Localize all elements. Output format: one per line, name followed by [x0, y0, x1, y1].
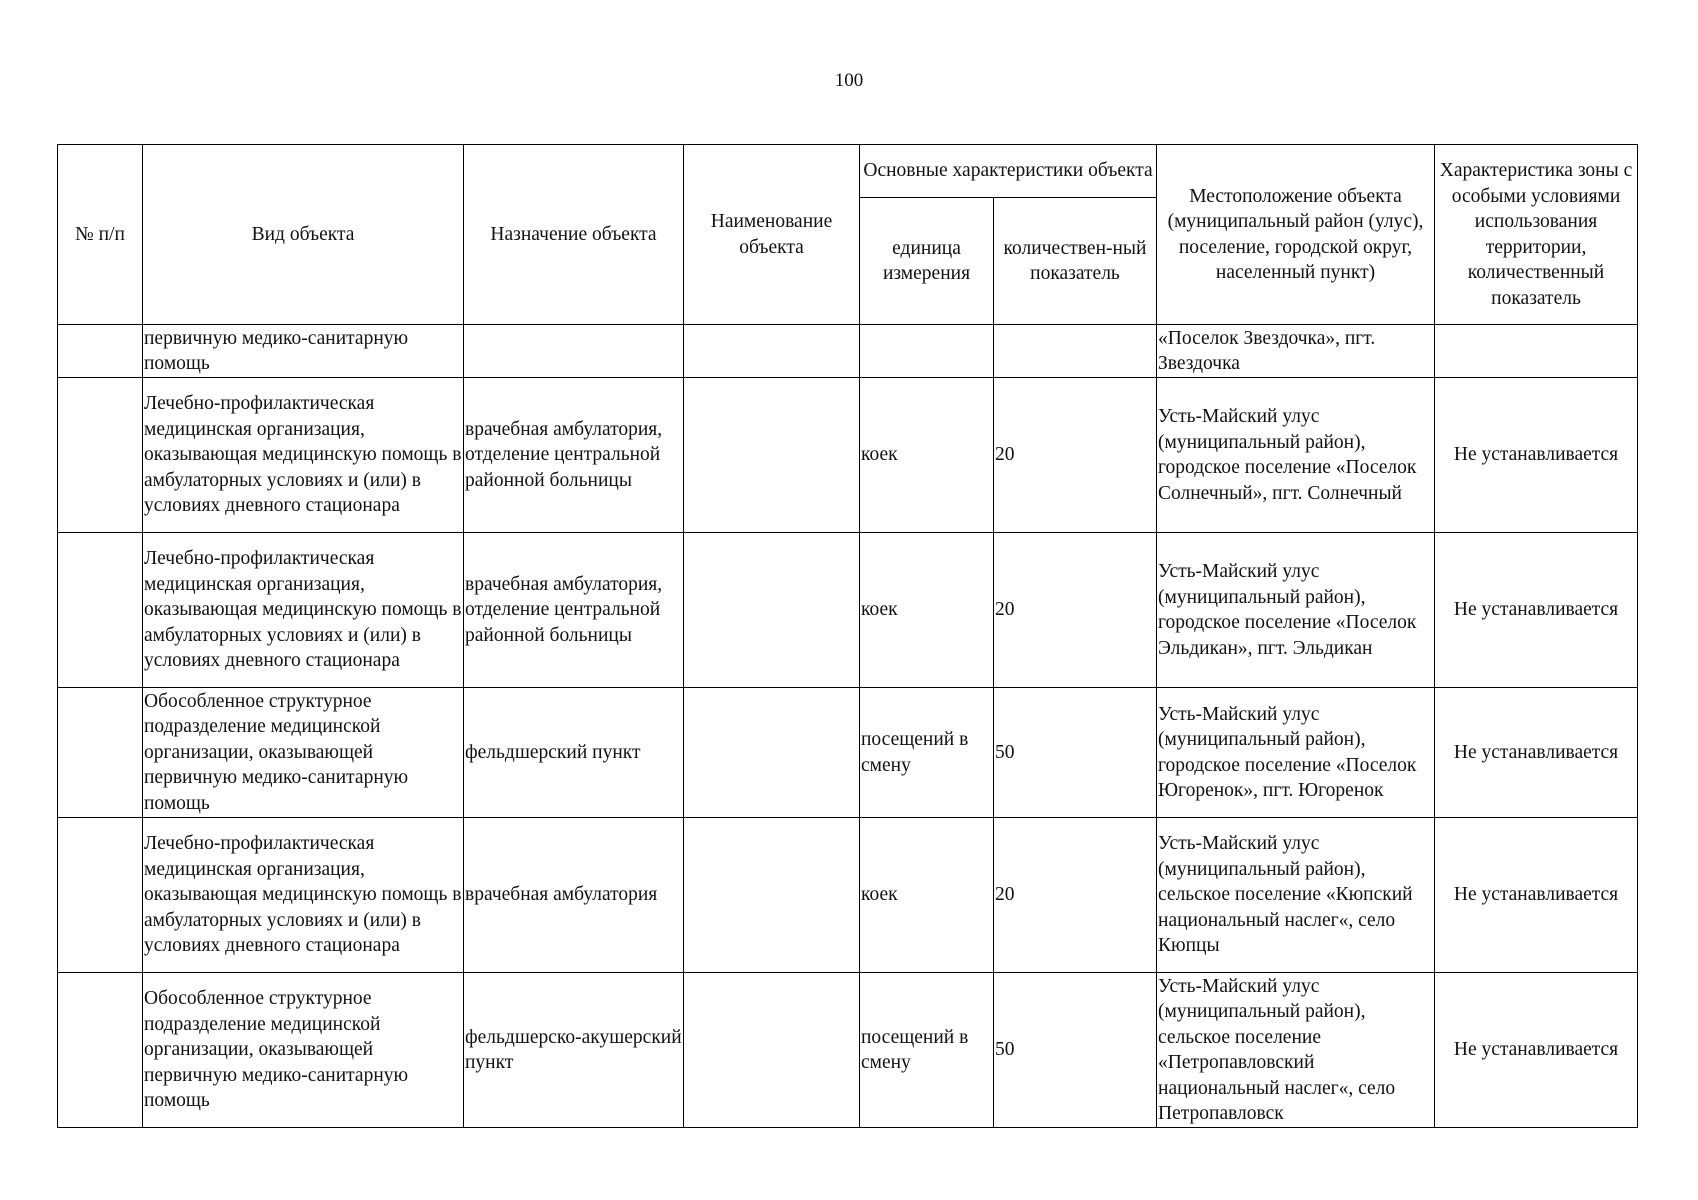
cell-object-type: Лечебно-профилактическая медицинская организация, оказывающая медицинскую помощь в амбулаторных условиях и (или) в условиях дневного стационара	[143, 378, 464, 533]
cell-zone	[1435, 325, 1638, 378]
cell-num	[58, 973, 143, 1128]
cell-quantity: 20	[994, 533, 1157, 688]
cell-location: Усть-Майский улус (муниципальный район), сельское поселение «Петропавловский национальный наслег«, село Петропавловск	[1157, 973, 1435, 1128]
cell-object-purpose: фельдшерский пункт	[464, 688, 684, 818]
cell-object-name	[684, 688, 860, 818]
cell-object-purpose	[464, 325, 684, 378]
cell-object-type: первичную медико-санитарную помощь	[143, 325, 464, 378]
cell-num	[58, 533, 143, 688]
cell-object-name	[684, 818, 860, 973]
cell-object-purpose: врачебная амбулатория	[464, 818, 684, 973]
header-zone: Характеристика зоны с особыми условиями использования территории, количественный показатель	[1435, 145, 1638, 325]
cell-zone: Не устанавливается	[1435, 533, 1638, 688]
cell-num	[58, 818, 143, 973]
header-object-type: Вид объекта	[143, 145, 464, 325]
cell-quantity: 50	[994, 973, 1157, 1128]
cell-unit: коек	[860, 533, 994, 688]
cell-location: Усть-Майский улус (муниципальный район), городское поселение «Поселок Югоренок», пгт. Югоренок	[1157, 688, 1435, 818]
cell-unit: посещений в смену	[860, 973, 994, 1128]
cell-location: Усть-Майский улус (муниципальный район), сельское поселение «Кюпский национальный наслег«, село Кюпцы	[1157, 818, 1435, 973]
cell-zone: Не устанавливается	[1435, 973, 1638, 1128]
cell-quantity: 50	[994, 688, 1157, 818]
table-row	[58, 378, 1638, 533]
cell-object-type: Лечебно-профилактическая медицинская организация, оказывающая медицинскую помощь в амбулаторных условиях и (или) в условиях дневного стационара	[143, 533, 464, 688]
page-number: 100	[834, 70, 864, 91]
header-num: № п/п	[58, 145, 143, 325]
cell-unit: коек	[860, 378, 994, 533]
cell-unit: посещений в смену	[860, 688, 994, 818]
cell-object-purpose: врачебная амбулатория, отделение центральной районной больницы	[464, 378, 684, 533]
header-row-top	[58, 145, 1638, 198]
cell-num	[58, 378, 143, 533]
cell-quantity	[994, 325, 1157, 378]
cell-num	[58, 688, 143, 818]
objects-table	[57, 144, 1638, 1128]
cell-location: «Поселок Звездочка», пгт. Звездочка	[1157, 325, 1435, 378]
table-row	[58, 688, 1638, 818]
table-row	[58, 533, 1638, 688]
header-location: Местоположение объекта (муниципальный район (улус), поселение, городской округ, населенный пункт)	[1157, 145, 1435, 325]
cell-zone: Не устанавливается	[1435, 688, 1638, 818]
cell-object-type: Обособленное структурное подразделение медицинской организации, оказывающей первичную медико-санитарную помощь	[143, 973, 464, 1128]
header-unit: единица измерения	[860, 198, 994, 325]
cell-object-name	[684, 533, 860, 688]
header-quantity: количествен-ный показатель	[994, 198, 1157, 325]
cell-zone: Не устанавливается	[1435, 818, 1638, 973]
cell-object-purpose: врачебная амбулатория, отделение центральной районной больницы	[464, 533, 684, 688]
cell-unit: коек	[860, 818, 994, 973]
cell-object-type: Лечебно-профилактическая медицинская организация, оказывающая медицинскую помощь в амбулаторных условиях и (или) в условиях дневного стационара	[143, 818, 464, 973]
cell-zone: Не устанавливается	[1435, 378, 1638, 533]
table-header	[58, 145, 1638, 325]
cell-object-name	[684, 973, 860, 1128]
table-body	[58, 325, 1638, 1128]
cell-location: Усть-Майский улус (муниципальный район), городское поселение «Поселок Солнечный», пгт. Солнечный	[1157, 378, 1435, 533]
table-row	[58, 973, 1638, 1128]
header-object-name: Наименование объекта	[684, 145, 860, 325]
cell-unit	[860, 325, 994, 378]
table-row	[58, 325, 1638, 378]
table-row	[58, 818, 1638, 973]
cell-object-name	[684, 325, 860, 378]
cell-num	[58, 325, 143, 378]
cell-location: Усть-Майский улус (муниципальный район), городское поселение «Поселок Эльдикан», пгт. Эльдикан	[1157, 533, 1435, 688]
cell-quantity: 20	[994, 378, 1157, 533]
cell-object-type: Обособленное структурное подразделение медицинской организации, оказывающей первичную медико-санитарную помощь	[143, 688, 464, 818]
cell-object-purpose: фельдшерско-акушерский пункт	[464, 973, 684, 1128]
cell-object-name	[684, 378, 860, 533]
header-main-characteristics: Основные характеристики объекта	[860, 145, 1157, 198]
cell-quantity: 20	[994, 818, 1157, 973]
header-object-purpose: Назначение объекта	[464, 145, 684, 325]
